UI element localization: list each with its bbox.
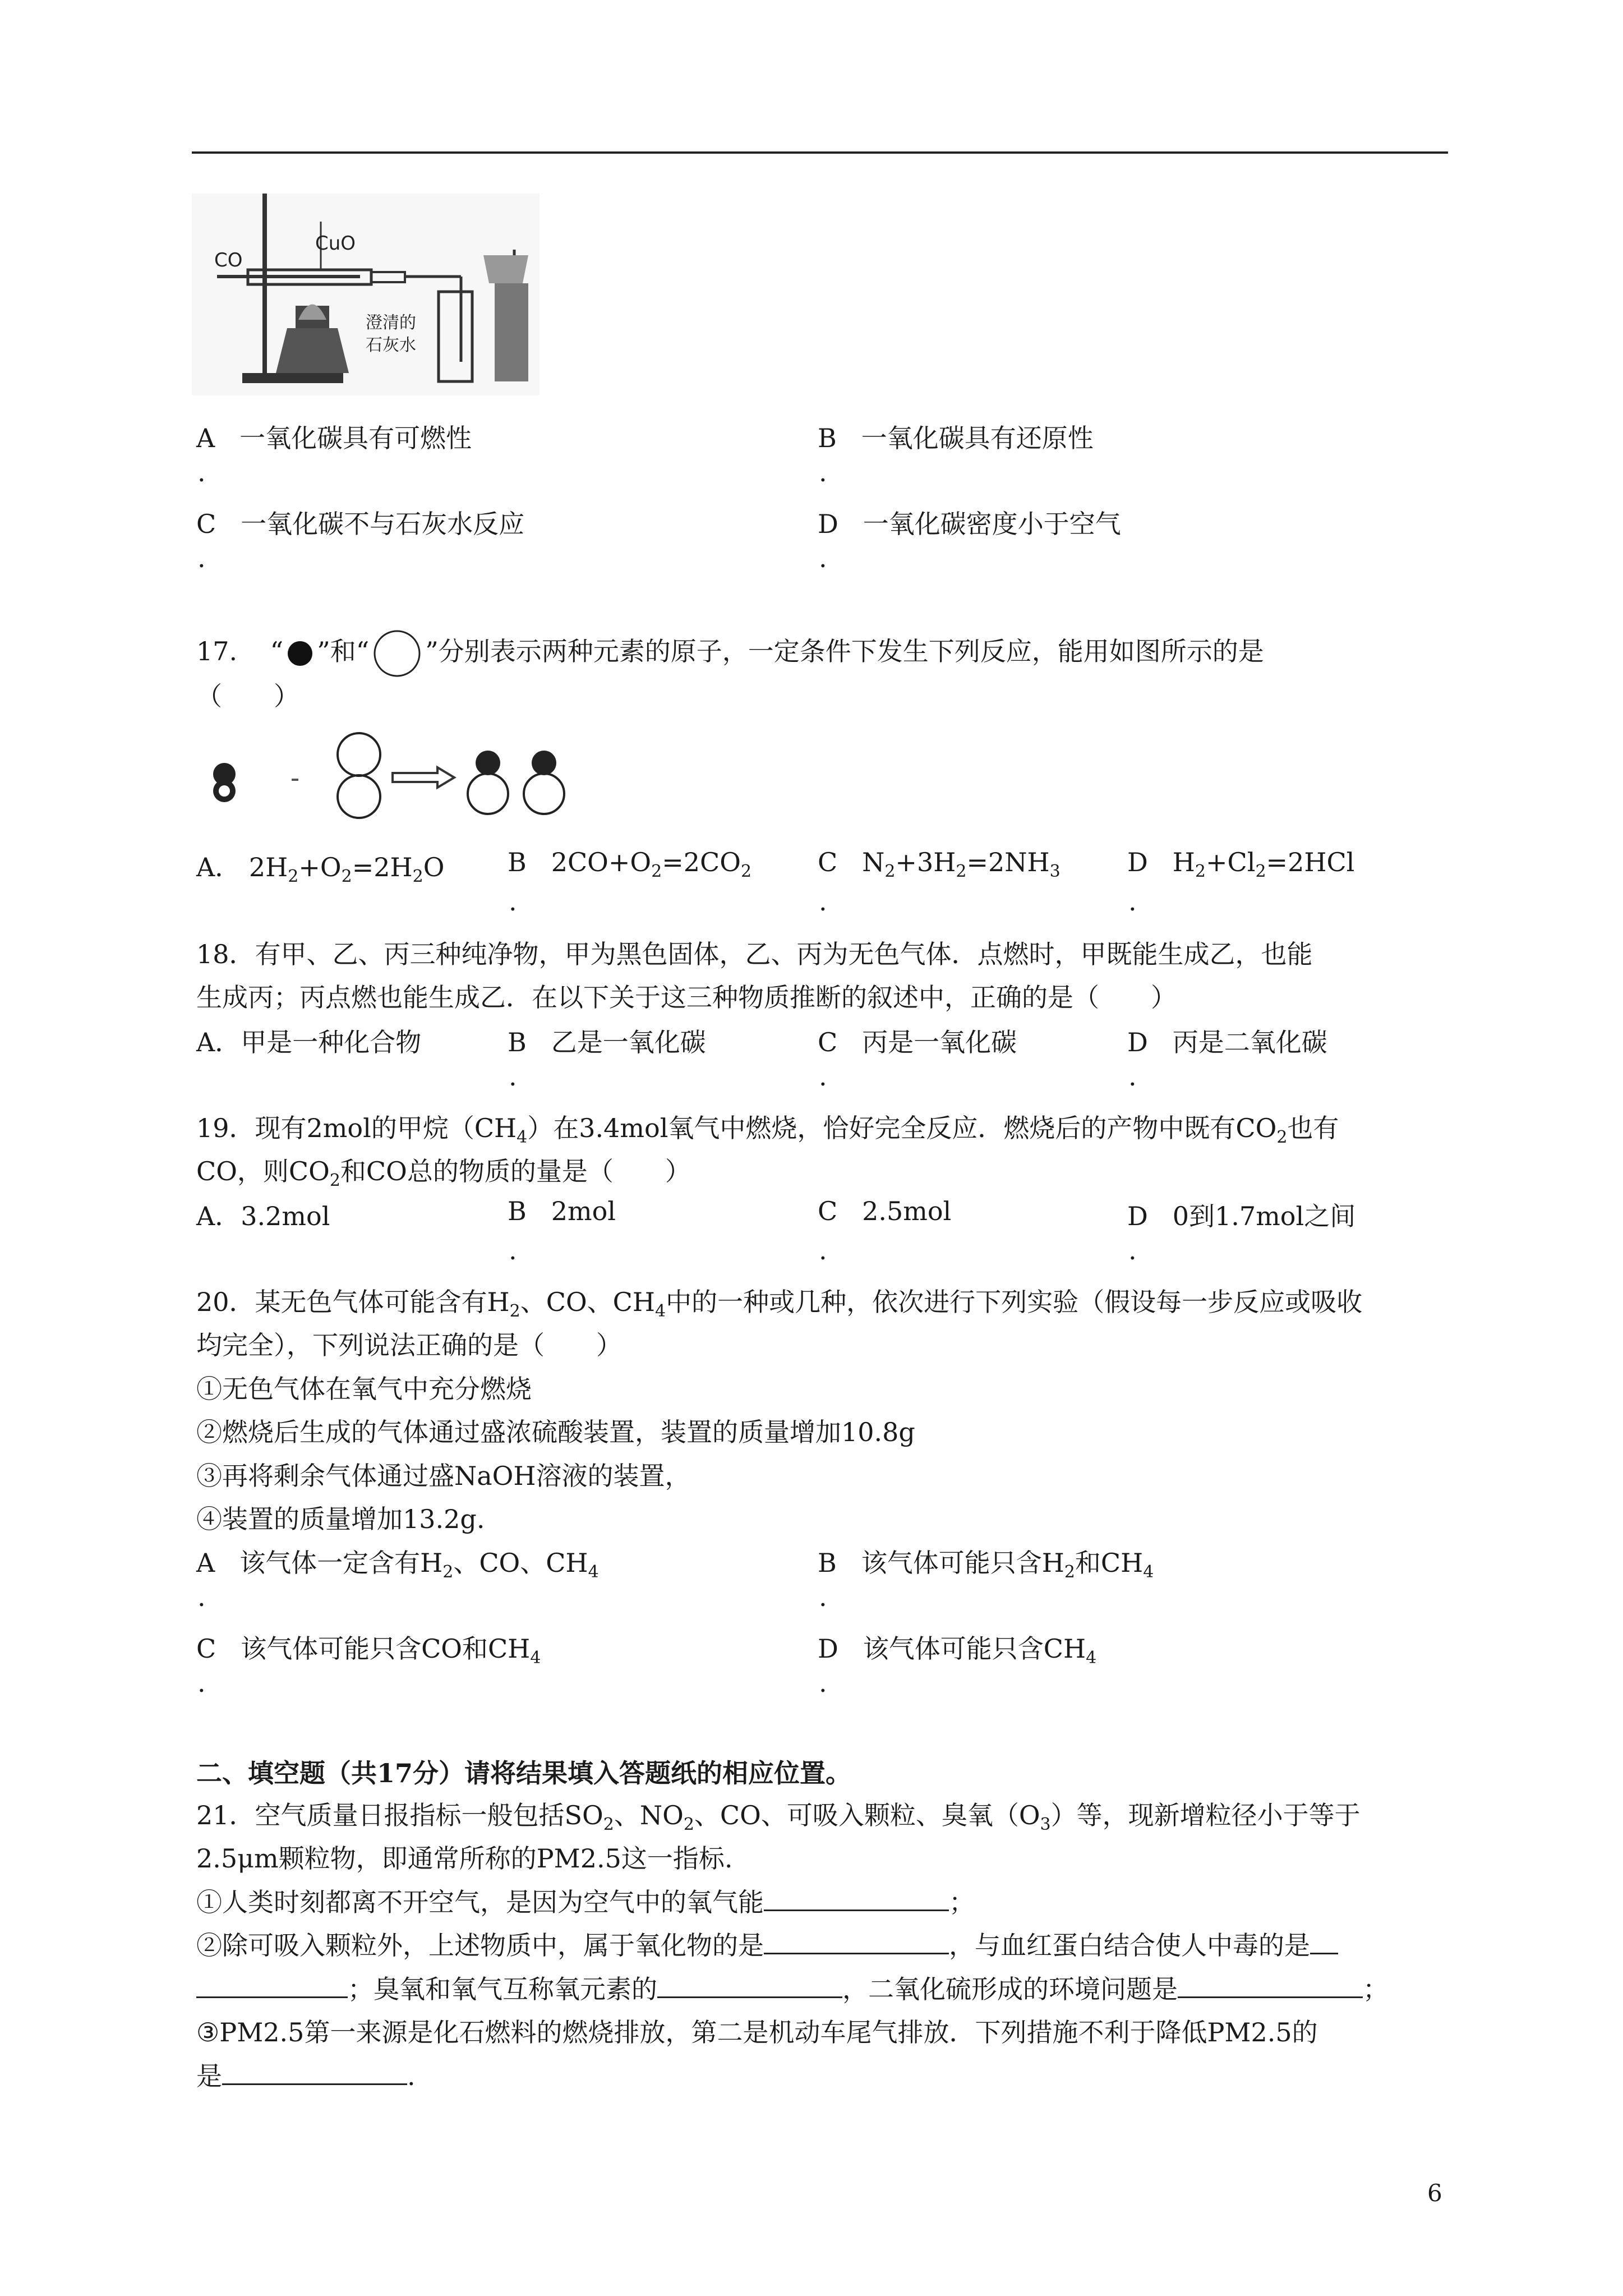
q17-paren: （ ） — [196, 681, 299, 711]
limewater-label-2: 石灰水 — [366, 335, 416, 355]
option-dot: . — [819, 1061, 827, 1092]
q21-line-1: 21．空气质量日报指标一般包括$SO_2$、$NO_2$、CO、可吸入颗粒、臭氧$(O_3)$等，现新增粒径小于等于 — [196, 1800, 1361, 1835]
q20-step-3: ③再将剩余气体通过盛NaOH溶液的装置， — [196, 1461, 691, 1491]
option-dot: . — [197, 1582, 206, 1612]
q21-line-6: ③PM2.5第一来源是化石燃料的燃烧排放，第二是机动车尾气排放．下列措施不利于降低PM2.5的 — [196, 2017, 1318, 2047]
answer-blank-4[interactable] — [657, 1974, 842, 1998]
q16-option-a[interactable]: A 一氧化碳具有可燃性 — [196, 423, 472, 453]
q17-option-b[interactable]: B $2CO+O_2=2CO_2$ — [508, 847, 752, 882]
q19-option-a[interactable]: A．3.2mol — [196, 1201, 330, 1231]
q17-option-a[interactable]: A． $2H_2+O_2=2H_2O$ — [196, 852, 445, 887]
q19-line-2: CO，则$CO_2$和CO总的物质的量是（ ） — [196, 1156, 691, 1191]
q16-option-b[interactable]: B 一氧化碳具有还原性 — [818, 423, 1094, 453]
option-dot: . — [1128, 1235, 1137, 1266]
q21-line-5: ；臭氧和氧气互称氧元素的 ，二氧化硫形成的环境问题是 ； — [196, 1969, 1389, 2006]
reaction-diagram — [208, 729, 572, 825]
q18-line-1: 18．有甲、乙、丙三种纯净物，甲为黑色固体，乙、丙为无色气体．点燃时，甲既能生成乙，也能 — [196, 939, 1313, 969]
q19-line-1: 19．现有2mol的甲烷$(CH_4)$在3.4mol氧气中燃烧，恰好完全反应．燃烧后的产物中既有$CO_2$也有 — [196, 1113, 1339, 1148]
q21-line-3: ①人类时刻都离不开空气，是因为空气中的氧气能 ； — [196, 1887, 975, 1917]
answer-blank-3b[interactable] — [196, 1974, 348, 1998]
answer-blank-5[interactable] — [1178, 1974, 1363, 1998]
answer-blank-1[interactable] — [764, 1887, 949, 1911]
q18-option-c[interactable]: C 丙是一氧化碳 — [818, 1027, 1017, 1057]
q20-option-c[interactable]: C 该气体可能只含CO和$CH_4$ — [196, 1634, 541, 1668]
q20-step-2: ②燃烧后生成的气体通过盛浓硫酸装置，装置的质量增加10.8g — [196, 1417, 915, 1447]
option-dot: . — [1128, 886, 1137, 917]
q18-option-b[interactable]: B 乙是一氧化碳 — [508, 1027, 706, 1057]
q19-option-b[interactable]: B 2mol — [508, 1196, 616, 1226]
option-dot: . — [819, 457, 827, 487]
answer-blank-6[interactable] — [222, 2061, 407, 2085]
limewater-label-1: 澄清的 — [366, 313, 416, 333]
option-dot: . — [509, 886, 517, 917]
white-atom-icon — [369, 628, 425, 679]
q17-option-d[interactable]: D $H_2+Cl_2=2HCl$ — [1127, 847, 1355, 882]
black-atom-icon — [283, 639, 317, 668]
q20-option-a[interactable]: A 该气体一定含有$H_2$、CO、$CH_4$ — [196, 1548, 599, 1582]
option-dot: . — [509, 1061, 517, 1092]
q17-option-c[interactable]: C $N_2+3H_2=2NH_3$ — [818, 847, 1061, 882]
q18-line-2: 生成丙；丙点燃也能生成乙．在以下关于这三种物质推断的叙述中，正确的是（ ） — [196, 982, 1177, 1013]
option-dot: . — [819, 1235, 827, 1266]
q20-option-d[interactable]: D 该气体可能只含$CH_4$ — [818, 1634, 1097, 1668]
page-number: 6 — [1427, 2179, 1442, 2207]
section-2-heading: 二、填空题（共17分）请将结果填入答题纸的相应位置。 — [196, 1758, 852, 1788]
co-label: CO — [214, 249, 243, 272]
q17-stem: 17. “ ”和“ ”分别表示两种元素的原子，一定条件下发生下列反应，能用如图所示的是 — [196, 628, 1264, 679]
q20-line-2: 均完全），下列说法正确的是（ ） — [196, 1330, 622, 1360]
q16-option-c[interactable]: C 一氧化碳不与石灰水反应 — [196, 509, 525, 539]
option-dot: . — [509, 1235, 517, 1266]
header-rule — [192, 151, 1448, 154]
co-reduction-apparatus-figure — [192, 194, 540, 395]
q21-line-2: 2.5μm颗粒物，即通常所称的PM2.5这一指标. — [196, 1843, 733, 1874]
option-dot: . — [197, 457, 206, 487]
q21-line-4: ②除可吸入颗粒外，上述物质中，属于氧化物的是 ，与血红蛋白结合使人中毒的是 — [196, 1925, 1338, 1962]
option-dot: . — [197, 543, 206, 573]
q21-line-7: 是 . — [196, 2061, 416, 2091]
option-dot: . — [197, 1668, 206, 1698]
q19-option-c[interactable]: C 2.5mol — [818, 1196, 952, 1226]
q20-option-b[interactable]: B 该气体可能只含$H_2$和$CH_4$ — [818, 1548, 1154, 1582]
answer-blank-2[interactable] — [764, 1930, 949, 1954]
q19-option-d[interactable]: D 0到1.7mol之间 — [1127, 1201, 1356, 1231]
answer-blank-3a[interactable] — [1310, 1930, 1338, 1954]
q18-option-d[interactable]: D 丙是二氧化碳 — [1127, 1027, 1327, 1057]
q20-step-1: ①无色气体在氧气中充分燃烧 — [196, 1374, 532, 1404]
option-dot: . — [819, 1582, 827, 1612]
option-dot: . — [819, 1668, 827, 1698]
q18-option-a[interactable]: A．甲是一种化合物 — [196, 1027, 422, 1057]
option-dot: . — [819, 543, 827, 573]
option-dot: . — [819, 886, 827, 917]
q20-line-1: 20．某无色气体可能含有$H_2$、CO、$CH_4$中的一种或几种，依次进行下列实验（假设每一步反应或吸收 — [196, 1287, 1363, 1322]
cuo-label: CuO — [315, 232, 356, 255]
q16-option-d[interactable]: D 一氧化碳密度小于空气 — [818, 509, 1121, 539]
q20-step-4: ④装置的质量增加13.2g. — [196, 1504, 485, 1534]
option-dot: . — [1128, 1061, 1137, 1092]
